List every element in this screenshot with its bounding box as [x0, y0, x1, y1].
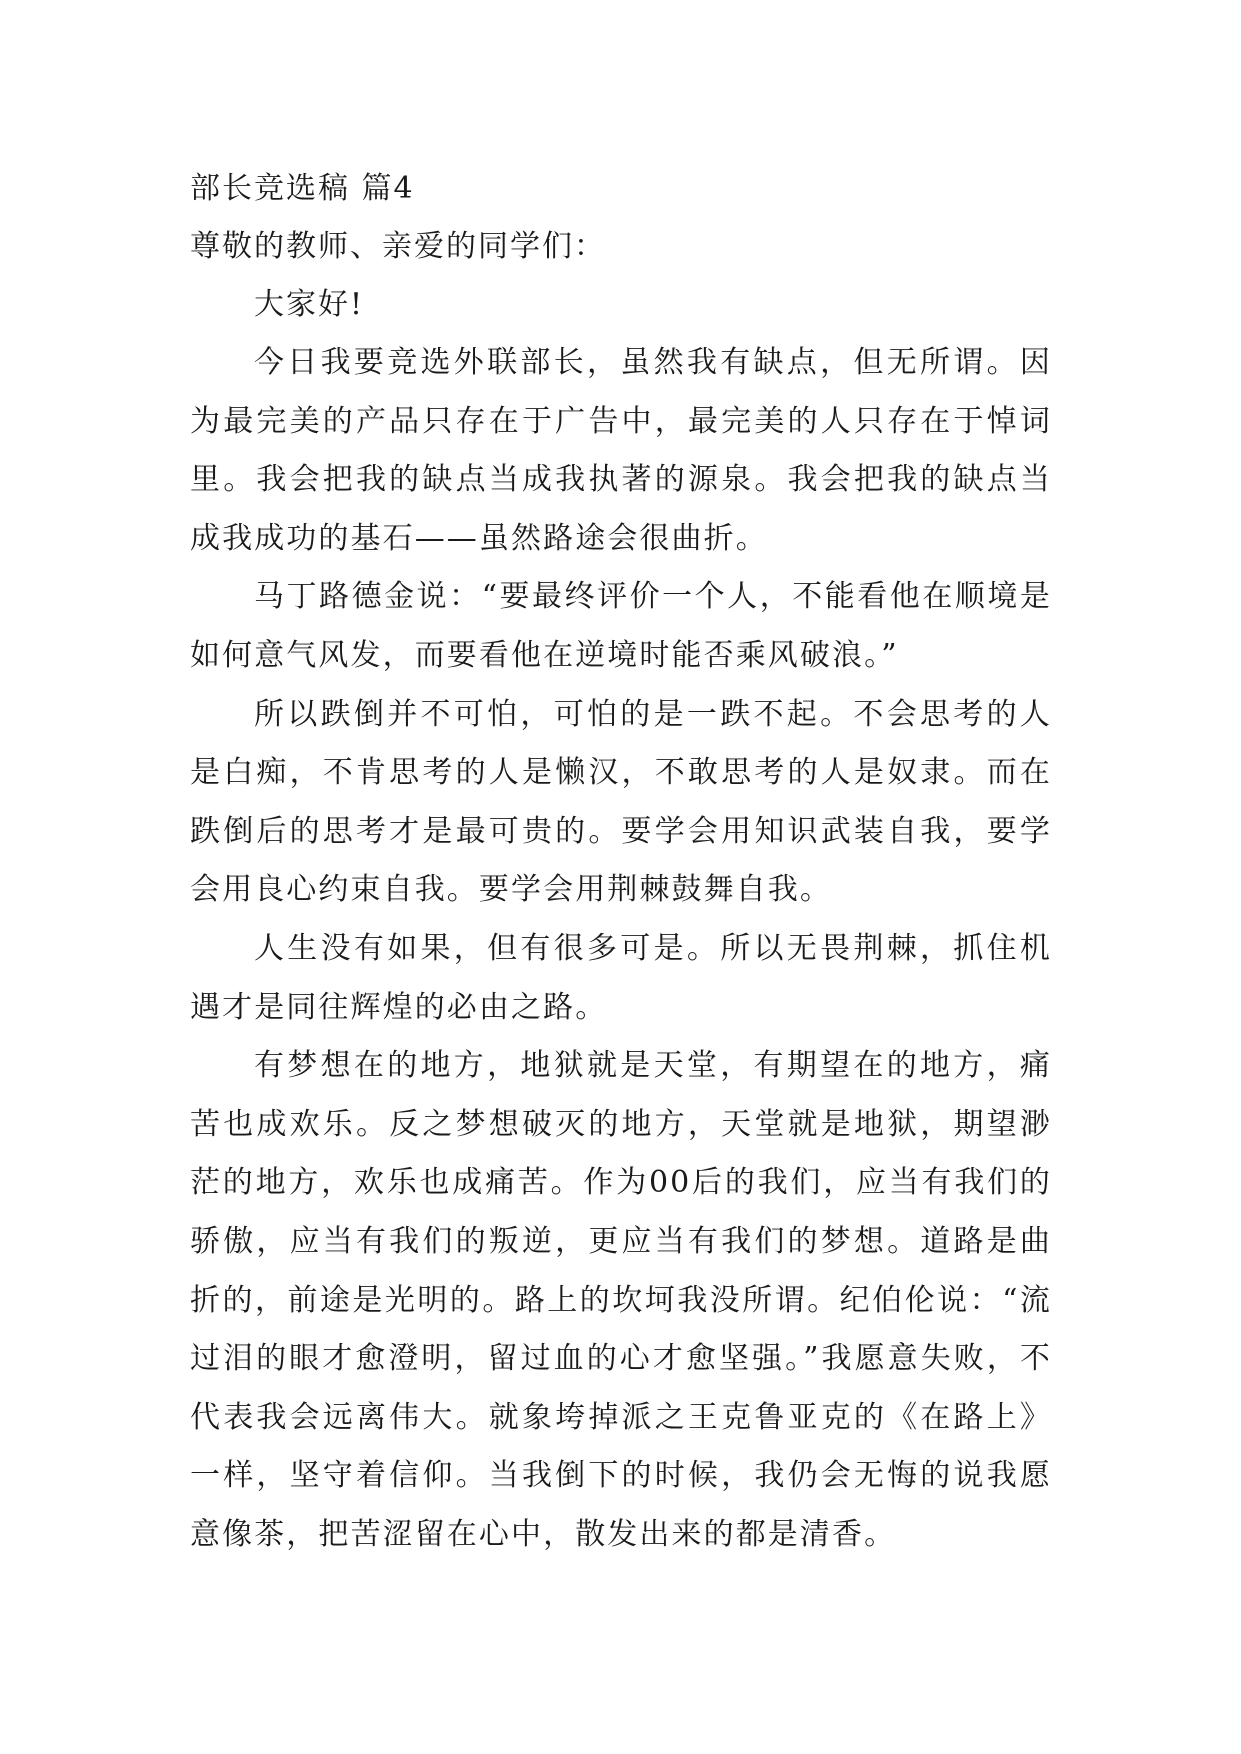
salutation: 尊敬的教师、亲爱的同学们：: [190, 229, 606, 264]
paragraph-2: 马丁路德金说：“要最终评价一个人，不能看他在顺境是如何意气风发，而要看他在逆境时能否乘风破浪。”: [190, 579, 1052, 673]
paragraph-1: 今日我要竞选外联部长，虽然我有缺点，但无所谓。因为最完美的产品只存在于广告中，最完美的人只存在于悼词里。我会把我的缺点当成我执著的源泉。我会把我的缺点当成我成功的基石——虽然路途会很曲折。: [190, 345, 1052, 556]
paragraph-4: 人生没有如果，但有很多可是。所以无畏荆棘，抓住机遇才是同往辉煌的必由之路。: [190, 930, 1052, 1025]
paragraph-5: 有梦想在的地方，地狱就是天堂，有期望在的地方，痛苦也成欢乐。反之梦想破灭的地方，天堂就是地狱，期望渺茫的地方，欢乐也成痛苦。作为00后的我们，应当有我们的骄傲，应当有我们的叛逆，更应当有我们的梦想。道路是曲折的，前途是光明的。路上的坎坷我没所谓。纪伯伦说：“流过泪的眼才愈澄明，留过血的心才愈坚强。”我愿意失败，不代表我会远离伟大。就象垮掉派之王克鲁亚克的《在路上》一样，坚守着信仰。当我倒下的时候，我仍会无悔的说我愿意像茶，把苦涩留在心中，散发出来的都是清香。: [190, 1048, 1052, 1552]
paragraph-3: 所以跌倒并不可怕，可怕的是一跌不起。不会思考的人是白痴，不肯思考的人是懒汉，不敢思考的人是奴隶。而在跌倒后的思考才是最可贵的。要学会用知识武装自我，要学会用良心约束自我。要学会用荆棘鼓舞自我。: [190, 696, 1052, 908]
document-page: [190, 160, 1052, 1564]
greeting: 大家好!: [254, 287, 365, 322]
document-title: 部长竞选稿 篇4: [190, 171, 415, 206]
